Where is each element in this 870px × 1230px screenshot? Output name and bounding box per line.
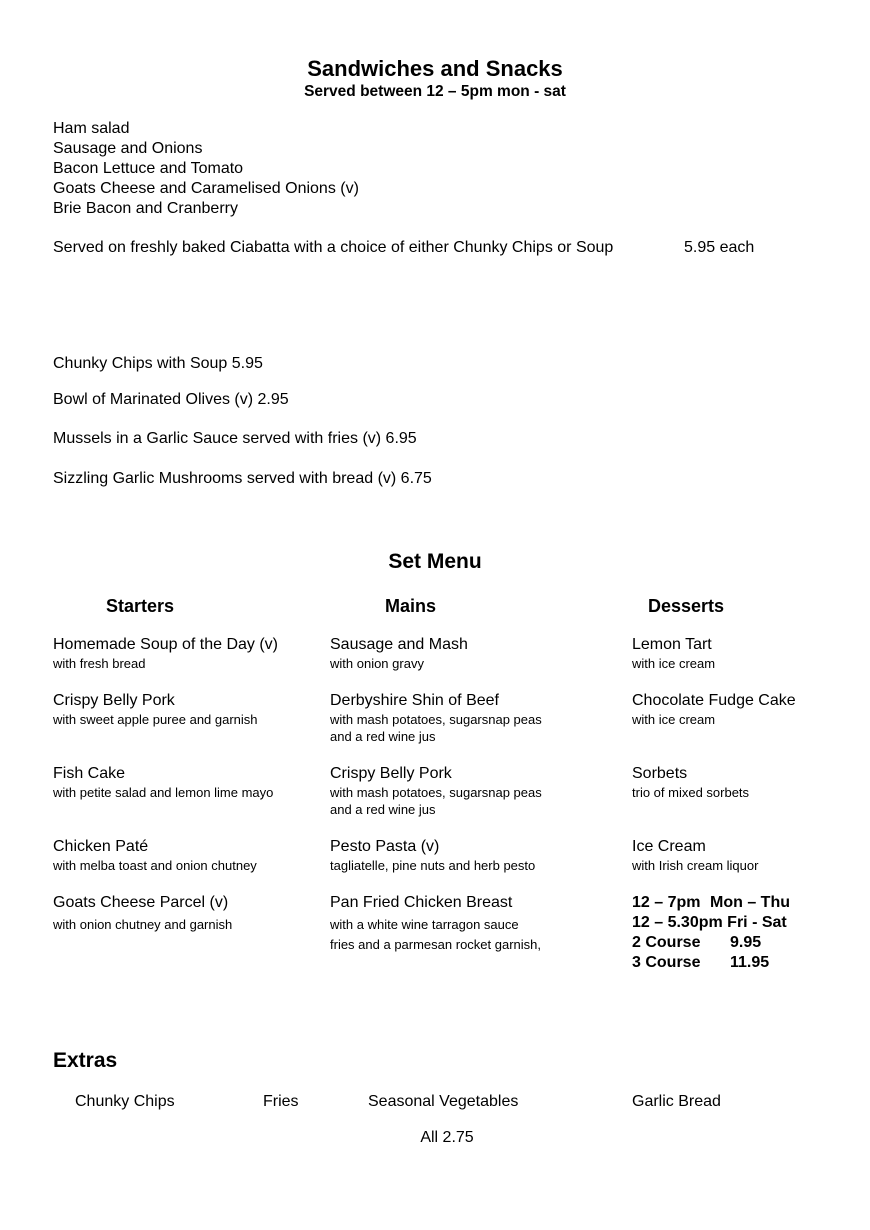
dessert-name: Sorbets	[632, 765, 688, 782]
dessert-name: Ice Cream	[632, 838, 706, 855]
main-description: with mash potatoes, sugarsnap peas	[330, 785, 542, 800]
starters-heading: Starters	[106, 596, 175, 616]
starter-name: Homemade Soup of the Day (v)	[53, 636, 278, 653]
starter-name: Chicken Paté	[53, 838, 149, 855]
weekend-hours: 12 – 5.30pm Fri - Sat	[632, 914, 787, 931]
two-course-label: 2 Course	[632, 934, 701, 951]
three-course-label: 3 Course	[632, 954, 701, 971]
dessert-name: Lemon Tart	[632, 636, 712, 653]
main-name: Sausage and Mash	[330, 636, 468, 653]
weekday-hours: 12 – 7pm	[632, 894, 701, 911]
two-course-price: 9.95	[730, 934, 762, 951]
main-name: Pesto Pasta (v)	[330, 838, 440, 855]
main-description: tagliatelle, pine nuts and herb pesto	[330, 858, 536, 873]
starter-name: Fish Cake	[53, 765, 126, 782]
desserts-heading: Desserts	[648, 596, 725, 616]
main-name: Pan Fried Chicken Breast	[330, 894, 513, 911]
dessert-description: trio of mixed sorbets	[632, 785, 750, 800]
sandwich-filling: Sausage and Onions	[53, 140, 203, 157]
serving-hours-subtitle: Served between 12 – 5pm mon - sat	[304, 83, 566, 100]
starter-description: with sweet apple puree and garnish	[53, 712, 258, 727]
mains-heading: Mains	[385, 596, 437, 616]
extra-item: Garlic Bread	[632, 1093, 721, 1110]
snack-item: Bowl of Marinated Olives (v) 2.95	[53, 391, 289, 408]
main-description: with onion gravy	[330, 656, 424, 671]
main-description: and a red wine jus	[330, 729, 436, 744]
starter-description: with melba toast and onion chutney	[53, 858, 257, 873]
starter-description: with petite salad and lemon lime mayo	[53, 785, 274, 800]
extras-title: Extras	[53, 1049, 118, 1072]
starter-name: Crispy Belly Pork	[53, 692, 175, 709]
dessert-description: with ice cream	[632, 656, 716, 671]
extra-item: Chunky Chips	[75, 1093, 175, 1110]
starter-name: Goats Cheese Parcel (v)	[53, 894, 229, 911]
main-description: with a white wine tarragon sauce	[330, 917, 519, 932]
sandwich-filling: Goats Cheese and Caramelised Onions (v)	[53, 180, 359, 197]
extra-item: Seasonal Vegetables	[368, 1093, 519, 1110]
main-description: with mash potatoes, sugarsnap peas	[330, 712, 542, 727]
snack-item: Sizzling Garlic Mushrooms served with bread (v) 6.75	[53, 470, 432, 487]
three-course-price: 11.95	[730, 954, 770, 971]
dessert-description: with ice cream	[632, 712, 716, 727]
sandwich-price: 5.95 each	[684, 239, 755, 256]
weekday-days: Mon – Thu	[710, 894, 790, 911]
main-name: Crispy Belly Pork	[330, 765, 452, 782]
snack-item: Mussels in a Garlic Sauce served with fries (v) 6.95	[53, 430, 417, 447]
sandwich-filling: Brie Bacon and Cranberry	[53, 200, 238, 217]
dessert-name: Chocolate Fudge Cake	[632, 692, 796, 709]
dessert-description: with Irish cream liquor	[632, 858, 759, 873]
extra-item: Fries	[263, 1093, 299, 1110]
starter-description: with onion chutney and garnish	[53, 917, 233, 932]
starter-description: with fresh bread	[53, 656, 146, 671]
set-menu-title: Set Menu	[388, 550, 482, 573]
main-description: fries and a parmesan rocket garnish,	[330, 937, 541, 952]
page-title: Sandwiches and Snacks	[307, 56, 563, 81]
extras-price-note: All 2.75	[420, 1129, 474, 1146]
sandwich-filling: Bacon Lettuce and Tomato	[53, 160, 244, 177]
main-description: and a red wine jus	[330, 802, 436, 817]
sandwich-filling: Ham salad	[53, 120, 130, 137]
snack-item: Chunky Chips with Soup 5.95	[53, 355, 263, 372]
served-note: Served on freshly baked Ciabatta with a choice of either Chunky Chips or Soup	[53, 239, 614, 256]
main-name: Derbyshire Shin of Beef	[330, 692, 499, 709]
